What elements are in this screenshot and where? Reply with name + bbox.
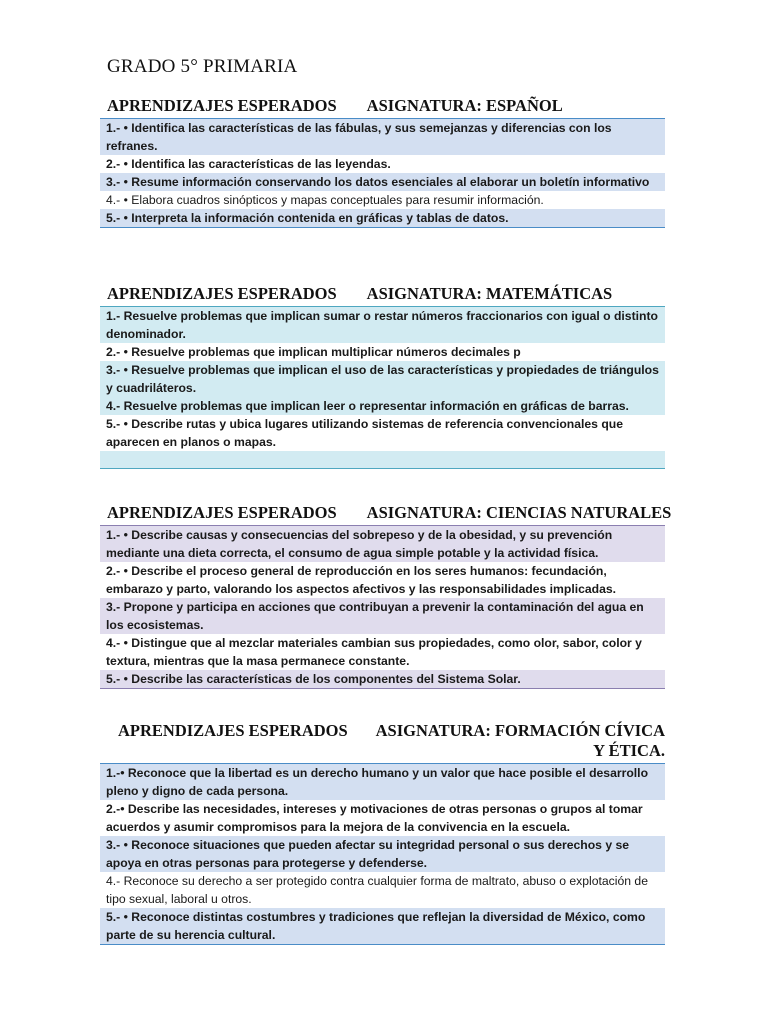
learning-table bbox=[100, 763, 665, 945]
section-subject: ASIGNATURA: FORMACIÓN CÍVICA Y ÉTICA. bbox=[375, 721, 665, 760]
table-row: 3.- Propone y participa en acciones que contribuyan a prevenir la contaminación del agua en los ecosistemas. bbox=[100, 598, 665, 634]
table-row: 5.- • Describe las características de los componentes del Sistema Solar. bbox=[100, 670, 665, 688]
table-row: 2.- • Identifica las características de las leyendas. bbox=[106, 157, 391, 171]
table-row: 1.- • Identifica las características de las fábulas, y sus semejanzas y diferencias con los refranes. bbox=[100, 119, 665, 155]
section-subject: ASIGNATURA: CIENCIAS NATURALES bbox=[366, 503, 672, 522]
section-ciencias bbox=[100, 503, 672, 689]
table-row: 1.-• Reconoce que la libertad es un derecho humano y un valor que hace posible el desarrollo pleno y digno de cada persona. bbox=[100, 764, 665, 800]
table-row-empty bbox=[100, 451, 665, 468]
table-row: 1.- Resuelve problemas que implican sumar o restar números fraccionarios con igual o distinto denominador. bbox=[100, 307, 665, 343]
section-label: APRENDIZAJES ESPERADOS bbox=[107, 503, 337, 522]
section-label: APRENDIZAJES ESPERADOS bbox=[107, 96, 337, 115]
table-row: 2.- • Describe el proceso general de reproducción en los seres humanos: fecundación, embarazo y parto, valorando los aspectos afectivos y las responsabilidades implicadas. bbox=[106, 564, 617, 596]
section-label: APRENDIZAJES ESPERADOS bbox=[107, 284, 337, 303]
section-subject: ASIGNATURA: MATEMÁTICAS bbox=[366, 284, 613, 303]
section-header bbox=[100, 96, 665, 116]
table-row: 4.- Reconoce su derecho a ser protegido contra cualquier forma de maltrato, abuso o explotación de tipo sexual, laboral u otros. bbox=[106, 874, 648, 906]
table-row: 1.- • Describe causas y consecuencias del sobrepeso y de la obesidad, y su prevención mediante una dieta correcta, el consumo de agua simple potable y la actividad física. bbox=[100, 526, 665, 562]
table-row: 3.- • Resuelve problemas que implican el uso de las características y propiedades de triángulos y cuadriláteros. bbox=[100, 361, 665, 397]
table-row: 3.- • Resume información conservando los datos esenciales al elaborar un boletín informativo bbox=[100, 173, 665, 191]
section-label: APRENDIZAJES ESPERADOS bbox=[118, 721, 348, 740]
section-matematicas bbox=[100, 284, 665, 469]
learning-table bbox=[100, 306, 665, 469]
learning-table bbox=[100, 525, 665, 689]
section-civica bbox=[100, 721, 665, 945]
table-row: 5.- • Reconoce distintas costumbres y tradiciones que reflejan la diversidad de México, como parte de su herencia cultural. bbox=[100, 908, 665, 944]
table-row: 4.- Resuelve problemas que implican leer o representar información en gráficas de barras. bbox=[100, 397, 665, 415]
page-title: GRADO 5° PRIMARIA bbox=[107, 56, 298, 77]
section-header bbox=[100, 721, 665, 761]
section-subject: ASIGNATURA: ESPAÑOL bbox=[366, 96, 563, 115]
table-row: 4.- • Distingue que al mezclar materiales cambian sus propiedades, como olor, sabor, color y textura, mientras que la masa permanece constante. bbox=[106, 636, 642, 668]
table-row: 2.- • Resuelve problemas que implican multiplicar números decimales p bbox=[106, 345, 521, 359]
section-espanol bbox=[100, 96, 665, 228]
table-row: 4.- • Elabora cuadros sinópticos y mapas conceptuales para resumir información. bbox=[106, 193, 544, 207]
table-row: 5.- • Describe rutas y ubica lugares utilizando sistemas de referencia convencionales que aparecen en planos o mapas. bbox=[106, 417, 624, 449]
table-row: 3.- • Reconoce situaciones que pueden afectar su integridad personal o sus derechos y se apoya en otras personas para protegerse y defenderse. bbox=[100, 836, 665, 872]
learning-table bbox=[100, 118, 665, 228]
section-header bbox=[100, 284, 665, 304]
section-header bbox=[100, 503, 672, 523]
table-row: 2.-• Describe las necesidades, intereses y motivaciones de otras personas o grupos al tomar acuerdos y asumir compromisos para la mejora de la convivencia en la escuela. bbox=[106, 802, 643, 834]
table-row: 5.- • Interpreta la información contenida en gráficas y tablas de datos. bbox=[100, 209, 665, 227]
